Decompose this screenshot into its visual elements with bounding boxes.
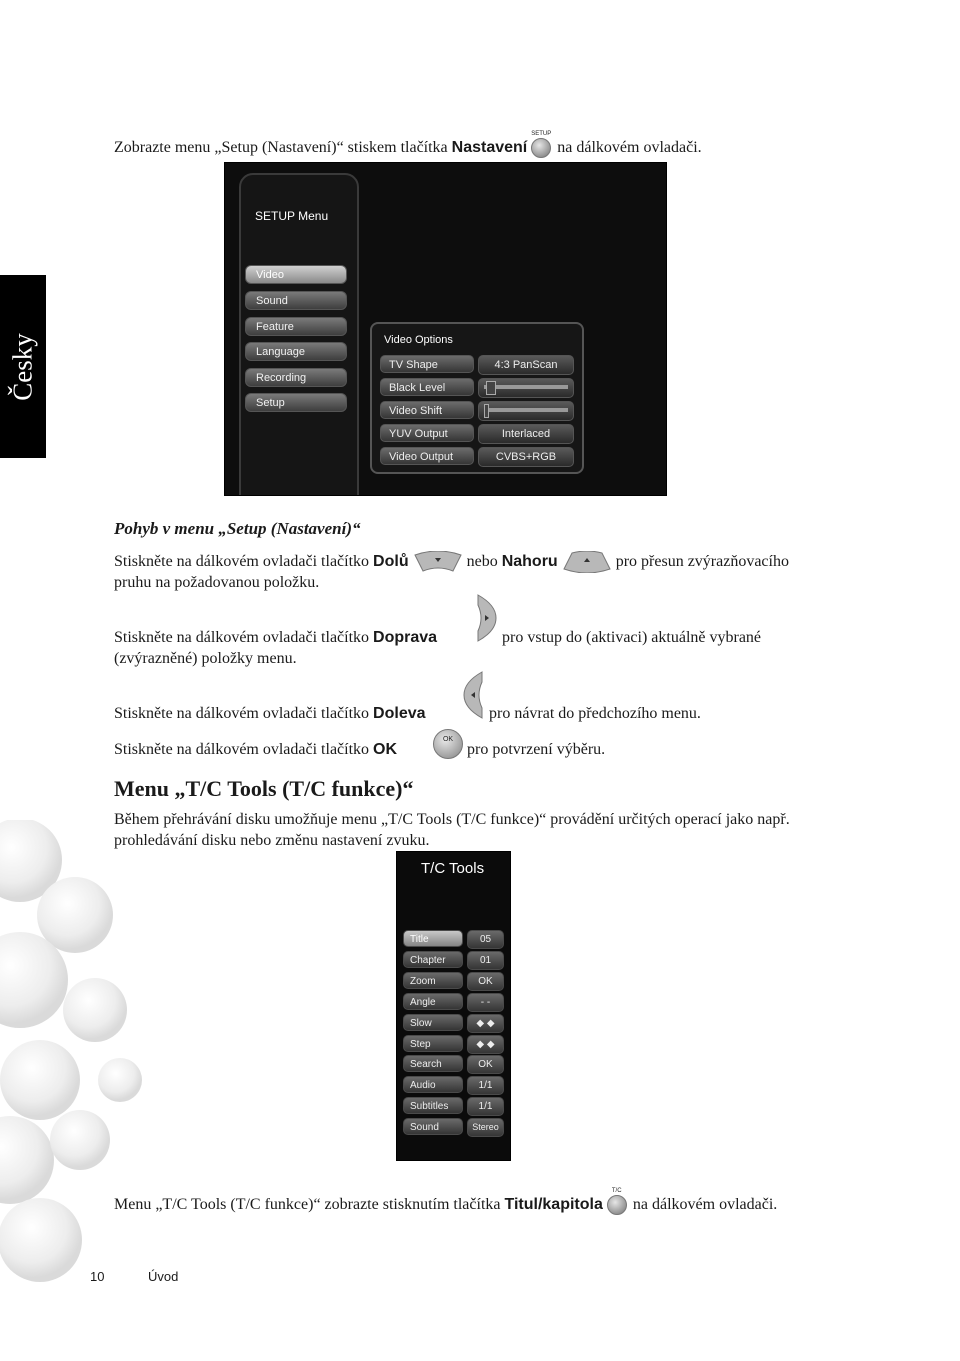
option-value: 4:3 PanScan bbox=[478, 355, 574, 375]
tc-desc-line2: prohledávání disku nebo změnu nastavení zvuku. bbox=[114, 832, 430, 849]
nav-p3-line-end: pro návrat do předchozího menu. bbox=[489, 705, 701, 722]
intro-line: Zobrazte menu „Setup (Nastavení)“ stiskem tlačítka Nastavení SETUP na dálkovém ovladači. bbox=[114, 137, 702, 158]
page-number: 10 bbox=[90, 1269, 105, 1284]
option-tv-shape[interactable] bbox=[380, 355, 576, 373]
tc-value: 1/1 bbox=[467, 1097, 504, 1116]
tc-label: Sound bbox=[403, 1118, 463, 1135]
option-video-output[interactable] bbox=[380, 447, 576, 465]
tc-value: OK bbox=[467, 1055, 504, 1074]
tc-value: ◆ ◆ bbox=[467, 1035, 504, 1054]
setup-menu-screenshot bbox=[224, 162, 667, 496]
video-options-panel bbox=[370, 322, 584, 474]
slider-track bbox=[484, 408, 568, 412]
language-tab bbox=[0, 275, 46, 458]
tc-row-chapter[interactable] bbox=[403, 951, 503, 968]
tc-label: Subtitles bbox=[403, 1097, 463, 1114]
left-button-name: Doleva bbox=[373, 705, 426, 722]
tc-row-search[interactable] bbox=[403, 1055, 503, 1072]
ok-button-icon bbox=[433, 729, 463, 759]
setup-menu-item-video[interactable]: Video bbox=[245, 265, 347, 284]
option-black-level[interactable] bbox=[380, 378, 576, 396]
section-name: Úvod bbox=[148, 1269, 179, 1284]
tc-row-title[interactable] bbox=[403, 930, 503, 947]
setup-menu-item-feature[interactable]: Feature bbox=[245, 317, 347, 336]
slider-knob[interactable] bbox=[484, 404, 489, 418]
nav-p1-line1: Stiskněte na dálkovém ovladači tlačítko Dolů nebo Nahoru pro přesun zvýrazňovacího bbox=[114, 551, 789, 573]
option-yuv-output[interactable] bbox=[380, 424, 576, 442]
tc-value: 05 bbox=[467, 930, 504, 949]
tc-label: Zoom bbox=[403, 972, 463, 989]
tc-row-subtitles[interactable] bbox=[403, 1097, 503, 1114]
tc-footer-line: Menu „T/C Tools (T/C funkce)“ zobrazte stisknutím tlačítka Titul/kapitola T/C na dálkovém ovladači. bbox=[114, 1194, 777, 1215]
ok-button-label: OK bbox=[442, 736, 454, 743]
tc-row-slow[interactable] bbox=[403, 1014, 503, 1031]
setup-menu-item-setup[interactable]: Setup bbox=[245, 393, 347, 412]
nav-p4-line-end: pro potvrzení výběru. bbox=[467, 741, 606, 758]
ok-button-name: OK bbox=[373, 741, 398, 758]
tc-value: Stereo bbox=[467, 1118, 504, 1137]
option-label: TV Shape bbox=[380, 355, 474, 373]
setup-menu-item-recording[interactable]: Recording bbox=[245, 368, 347, 387]
left-arrow-icon bbox=[462, 670, 486, 725]
option-value: Interlaced bbox=[478, 424, 574, 444]
tc-desc-line1: Během přehrávání disku umožňuje menu „T/C Tools (T/C funkce)“ provádění určitých operací jako např. bbox=[114, 811, 790, 828]
nav-p2-line1-end: pro vstup do (aktivaci) aktuálně vybrané bbox=[502, 629, 762, 646]
tc-row-sound[interactable] bbox=[403, 1118, 503, 1135]
nav-p3-line: Stiskněte na dálkovém ovladači tlačítko Doleva bbox=[114, 705, 426, 722]
tc-value: 1/1 bbox=[467, 1076, 504, 1095]
nav-p1-line2: pruhu na požadovanou položku. bbox=[114, 574, 320, 591]
nav-p2-line1: Stiskněte na dálkovém ovladači tlačítko Doprava bbox=[114, 629, 438, 646]
setup-menu-title: SETUP Menu bbox=[255, 209, 329, 223]
tc-value: 01 bbox=[467, 951, 504, 970]
right-button-name: Doprava bbox=[373, 629, 438, 646]
nav-heading: Pohyb v menu „Setup (Nastavení)“ bbox=[114, 519, 361, 538]
tc-row-angle[interactable] bbox=[403, 993, 503, 1010]
tc-label: Slow bbox=[403, 1014, 463, 1031]
down-arrow-icon bbox=[413, 551, 463, 573]
tc-tools-title: T/C Tools bbox=[421, 860, 485, 877]
tc-label: Title bbox=[403, 930, 463, 947]
tc-row-zoom[interactable] bbox=[403, 972, 503, 989]
option-label: Black Level bbox=[380, 378, 474, 396]
option-value: CVBS+RGB bbox=[478, 447, 574, 467]
option-label: Video Output bbox=[380, 447, 474, 465]
tc-label: Search bbox=[403, 1055, 463, 1072]
setup-menu-item-sound[interactable]: Sound bbox=[245, 291, 347, 310]
tc-label: Chapter bbox=[403, 951, 463, 968]
up-arrow-icon bbox=[562, 551, 612, 573]
tc-value: OK bbox=[467, 972, 504, 991]
setup-button-label: SETUP bbox=[531, 131, 552, 137]
nav-p2-line2: (zvýrazněné) položky menu. bbox=[114, 650, 297, 667]
tc-value: - - bbox=[467, 993, 504, 1012]
video-options-title: Video Options bbox=[384, 334, 453, 346]
setup-button-name: Nastavení bbox=[451, 139, 528, 156]
tc-heading: Menu „T/C Tools (T/C funkce)“ bbox=[114, 776, 414, 801]
tc-button-label: T/C bbox=[611, 1188, 622, 1194]
tc-label: Angle bbox=[403, 993, 463, 1010]
slider-track bbox=[484, 385, 568, 389]
language-tab-label: Česky bbox=[7, 332, 38, 401]
option-video-shift[interactable] bbox=[380, 401, 576, 419]
decorative-bubbles bbox=[0, 820, 160, 1340]
slider-knob[interactable] bbox=[486, 381, 496, 395]
tc-row-audio[interactable] bbox=[403, 1076, 503, 1093]
right-arrow-icon bbox=[474, 593, 498, 648]
option-label: Video Shift bbox=[380, 401, 474, 419]
up-button-name: Nahoru bbox=[501, 553, 558, 570]
tc-value: ◆ ◆ bbox=[467, 1014, 504, 1033]
nav-p4-line: Stiskněte na dálkovém ovladači tlačítko OK bbox=[114, 741, 398, 758]
tc-label: Audio bbox=[403, 1076, 463, 1093]
tc-label: Step bbox=[403, 1035, 463, 1052]
setup-menu-item-language[interactable]: Language bbox=[245, 342, 347, 361]
option-label: YUV Output bbox=[380, 424, 474, 442]
title-chapter-button-name: Titul/kapitola bbox=[504, 1196, 603, 1213]
tc-tools-screenshot bbox=[396, 851, 511, 1161]
tc-row-step[interactable] bbox=[403, 1035, 503, 1052]
down-button-name: Dolů bbox=[373, 553, 409, 570]
